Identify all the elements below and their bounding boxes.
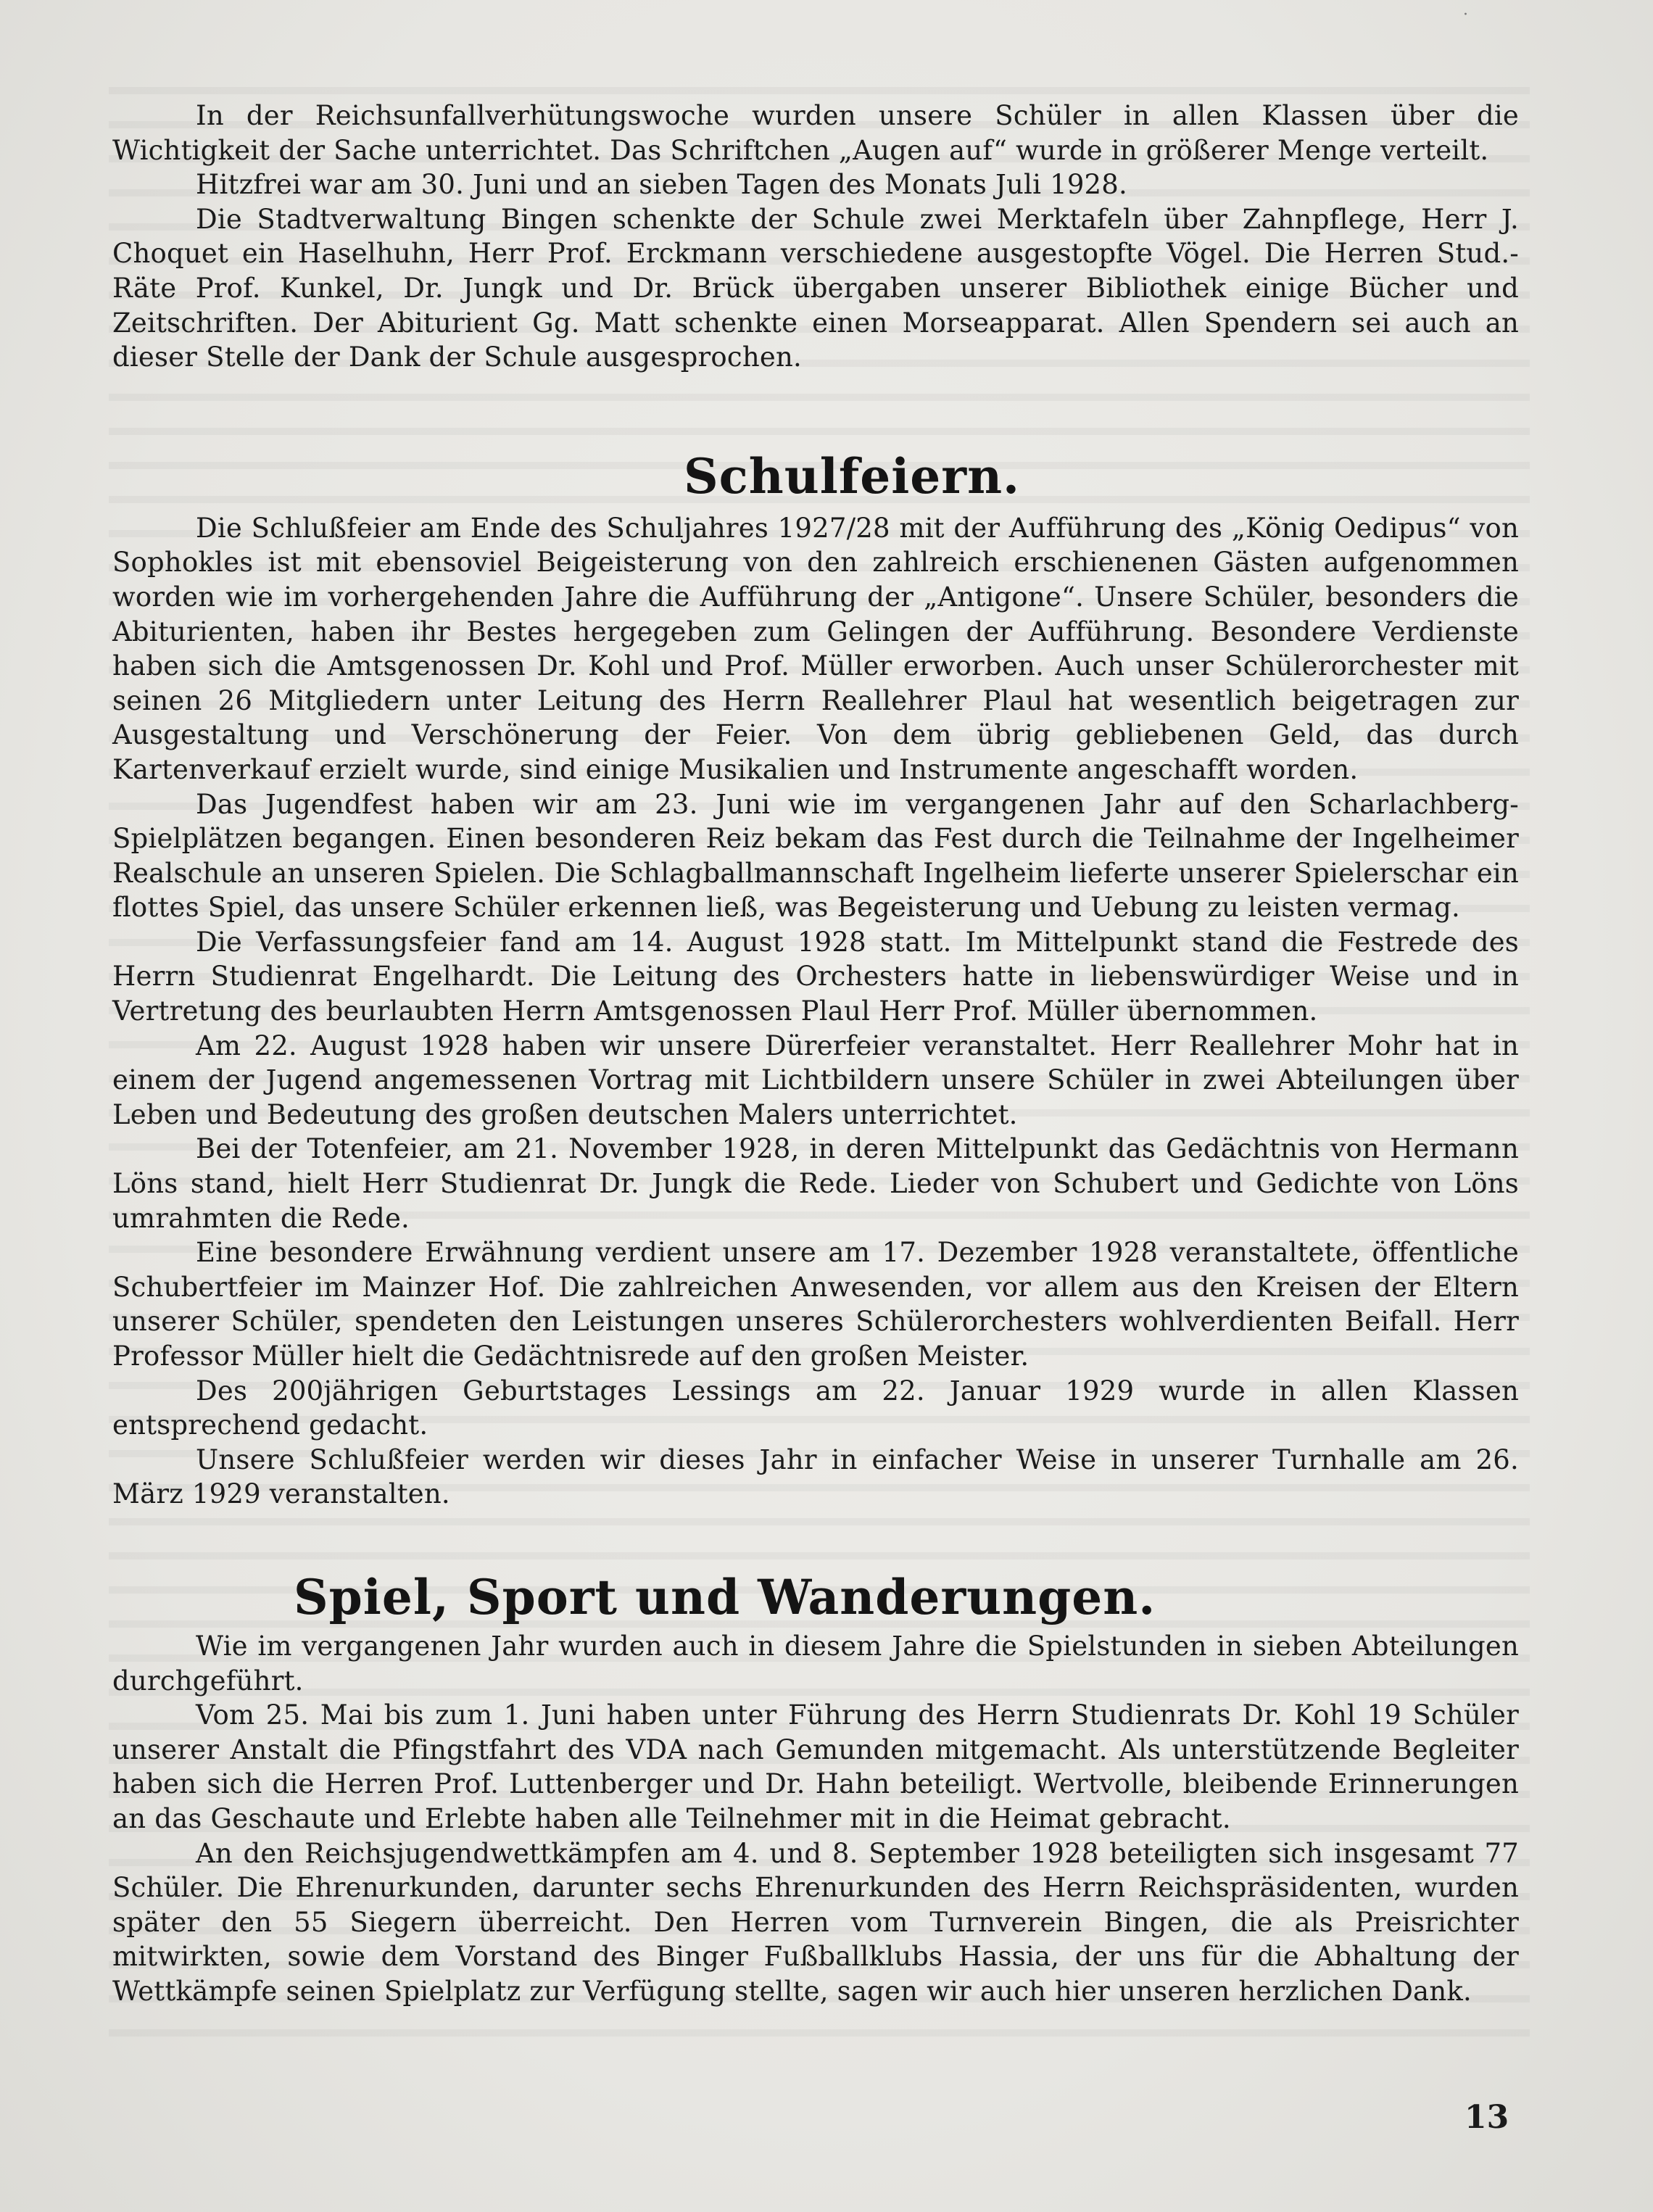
paragraph-reichsjugendwettkaempfe: An den Reichsjugendwettkämpfen am 4. und 8. September 1928 beteiligten sich insgesamt 77 Schüler. Die Ehrenurkunden, darunter sechs Ehrenurkunden des Herrn Reichspräsidenten, wurden später den 55 Siegern überreicht. Den Herren vom Turnverein Bingen, die als Preisrichter mitwirkten, sowie dem Vorstand des Binger Fußballklubs Hassia, der uns für die Abhaltung der Wettkämpfe seinen Spielplatz zur Verfügung stellte, sagen wir auch hier unseren herzlichen Dank. [112,1837,1519,2007]
paragraph-schubertfeier: Eine besondere Erwähnung verdient unsere am 17. Dezember 1928 veranstaltete, öffentliche Schubertfeier im Mainzer Hof. Die zahlreichen Anwesenden, vor allem aus den Kreisen der Eltern unserer Schüler, spendeten den Leistungen unseres Schülerorchesters wohlverdienten Beifall. Herr Professor Müller hielt die Gedächtnisrede auf den großen Meister. [112,1237,1519,1372]
paragraph-verfassungsfeier: Die Verfassungsfeier fand am 14. August 1928 statt. Im Mittelpunkt stand die Festrede des Herrn Studienrat Engelhardt. Die Leitung des Orchesters hatte in liebenswürdiger Weise und in Vertretung des beurlaubten Herrn Amtsgenossen Plaul Herr Prof. Müller übernommen. [112,926,1519,1027]
heading-spiel-sport-wanderungen: Spiel, Sport und Wanderungen. [294,1568,1156,1625]
page-content [112,99,1519,2009]
paragraph-pfingstfahrt: Vom 25. Mai bis zum 1. Juni haben unter Führung des Herrn Studienrats Dr. Kohl 19 Schüler unserer Anstalt die Pfingstfahrt des VDA nach Gemunden mitgemacht. Als unterstützende Begleiter haben sich die Herren Prof. Luttenberger und Dr. Hahn beteiligt. Wertvolle, bleibende Erinnerungen an das Geschaute und Erlebte haben alle Teilnehmer mit in die Heimat gebracht. [112,1699,1519,1834]
paragraph-jugendfest: Das Jugendfest haben wir am 23. Juni wie im vergangenen Jahr auf den Scharlachberg-Spielplätzen begangen. Einen besonderen Reiz bekam das Fest durch die Teilnahme der Ingelheimer Realschule an unseren Spielen. Die Schlagballmannschaft Ingelheim lieferte unserer Spielerschar ein flottes Spiel, das unsere Schüler erkennen ließ, was Begeisterung und Uebung zu leisten vermag. [112,788,1519,924]
paragraph-spielstunden: Wie im vergangenen Jahr wurden auch in diesem Jahre die Spielstunden in sieben Abteilungen durchgeführt. [112,1630,1519,1697]
page-number: 13 [1464,2099,1509,2136]
paragraph-duererfeier: Am 22. August 1928 haben wir unsere Dürerfeier veranstaltet. Herr Reallehrer Mohr hat in einem der Jugend angemessenen Vortrag mit Lichtbildern unsere Schüler in zwei Abteilungen über Leben und Bedeutung des großen deutschen Malers unterrichtet. [112,1030,1519,1130]
paragraph-spenden: Die Stadtverwaltung Bingen schenkte der Schule zwei Merktafeln über Zahnpflege, Herr J. Choquet ein Haselhuhn, Herr Prof. Erckmann verschiedene ausgestopfte Vögel. Die Herren Stud.-Räte Prof. Kunkel, Dr. Jungk und Dr. Brück übergaben unserer Bibliothek einige Bücher und Zeitschriften. Der Abiturient Gg. Matt schenkte einen Morseapparat. Allen Spendern sei auch an dieser Stelle der Dank der Schule ausgesprochen. [112,203,1519,373]
paragraph-unfallverhuetung: In der Reichsunfallverhütungswoche wurden unsere Schüler in allen Klassen über die Wichtigkeit der Sache unterrichtet. Das Schriftchen „Augen auf“ wurde in größerer Menge verteilt. [112,100,1519,166]
paragraph-schlussfeier-1929: Unsere Schlußfeier werden wir dieses Jahr in einfacher Weise in unserer Turnhalle am 26. März 1929 veranstalten. [112,1443,1519,1510]
paragraph-hitzfrei: Hitzfrei war am 30. Juni und an sieben Tagen des Monats Juli 1928. [196,169,1128,201]
section-top-notes [112,99,1519,375]
paragraph-schlussfeier: Die Schlußfeier am Ende des Schuljahres 1927/28 mit der Aufführung des „König Oedipus“ von Sophokles ist mit ebensoviel Beigeisterung von den zahlreich erschienenen Gästen aufgenommen worden wie im vorhergehenden Jahre die Aufführung der „Antigone“. Unsere Schüler, besonders die Abiturienten, haben ihr Bestes hergegeben zum Gelingen der Aufführung. Besondere Verdienste haben sich die Amtsgenossen Dr. Kohl und Prof. Müller erworben. Auch unser Schülerorchester mit seinen 26 Mitgliedern unter Leitung des Herrn Reallehrer Plaul hat wesentlich beigetragen zur Ausgestaltung und Verschönerung der Feier. Von dem übrig gebliebenen Geld, das durch Kartenverkauf erzielt wurde, sind einige Musikalien und Instrumente angeschafft worden. [112,512,1519,785]
section-schulfeiern [112,511,1519,1512]
page-speck: · [1463,6,1468,24]
heading-schulfeiern: Schulfeiern. [683,447,1021,505]
paragraph-lessing: Des 200jährigen Geburtstages Lessings am 22. Januar 1929 wurde in allen Klassen entsprechend gedacht. [112,1375,1519,1441]
section-spiel-sport [112,1629,1519,2009]
paragraph-totenfeier: Bei der Totenfeier, am 21. November 1928, in deren Mittelpunkt das Gedächtnis von Hermann Löns stand, hielt Herr Studienrat Dr. Jungk die Rede. Lieder von Schubert und Gedichte von Löns umrahmten die Rede. [112,1133,1519,1234]
